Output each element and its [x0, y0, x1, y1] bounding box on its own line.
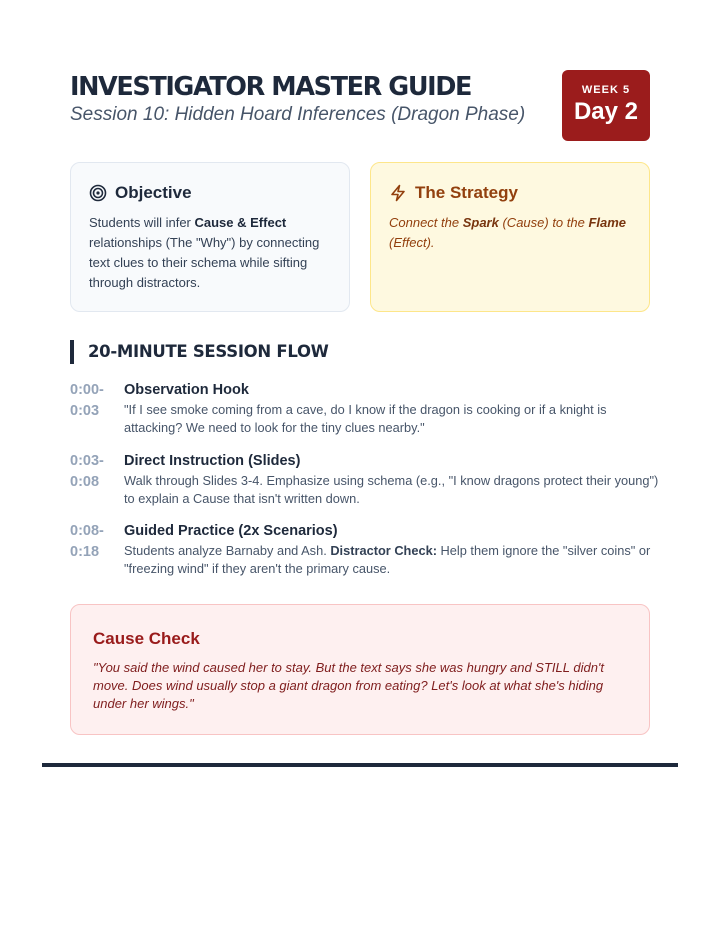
strategy-text: Connect the Spark (Cause) to the Flame (Effect).: [389, 215, 627, 250]
strategy-heading: The Strategy: [415, 183, 518, 202]
badge-day: Day 2: [573, 98, 639, 125]
objective-heading: Objective: [115, 183, 192, 202]
cause-check-heading: Cause Check: [93, 629, 200, 648]
footer-divider: [42, 763, 678, 767]
page-title: INVESTIGATOR MASTER GUIDE: [70, 72, 472, 102]
cause-check-card: [70, 604, 650, 735]
flow-item: [70, 380, 660, 437]
flow-time: 0:03- 0:08: [70, 453, 104, 490]
badge-week: WEEK 5: [581, 84, 631, 96]
flow-item: [70, 521, 660, 578]
session-flow-heading: 20-MINUTE SESSION FLOW: [70, 340, 329, 364]
objective-card: [70, 162, 350, 312]
page-subtitle: Session 10: Hidden Hoard Inferences (Dragon Phase): [70, 104, 526, 125]
flow-item: [70, 451, 660, 508]
flow-title: Direct Instruction (Slides): [124, 453, 301, 469]
lightning-icon: [389, 184, 407, 202]
flow-time: 0:08- 0:18: [70, 523, 104, 560]
flow-description: "If I see smoke coming from a cave, do I know if the dragon is cooking or if a knight is attacking? We need to look for the tiny clues nearby.": [124, 402, 607, 435]
flow-title: Observation Hook: [124, 382, 249, 398]
flow-description: Students analyze Barnaby and Ash. Distractor Check: Help them ignore the "silver coins" or "freezing wind" if they aren't the primary cause.: [124, 543, 651, 576]
strategy-card: [370, 162, 650, 312]
objective-heading-row: [89, 183, 331, 203]
flow-description: Walk through Slides 3-4. Emphasize using schema (e.g., "I know dragons protect their young") to explain a Cause that isn't written down.: [124, 473, 659, 506]
target-icon: [89, 184, 107, 202]
page-header: [70, 70, 650, 142]
flow-title: Guided Practice (2x Scenarios): [124, 523, 338, 539]
flow-time: 0:00- 0:03: [70, 382, 104, 419]
strategy-heading-row: [389, 183, 631, 203]
cause-check-text: "You said the wind caused her to stay. But the text says she was hungry and STILL didn't move. Does wind usually stop a giant dragon from eating? Let's look at what she's hiding under her wings.": [93, 660, 605, 711]
objective-text: Students will infer Cause & Effect relationships (The "Why") by connecting text clues to their schema while sifting through distractors.: [89, 215, 320, 290]
day-badge: [562, 70, 650, 141]
